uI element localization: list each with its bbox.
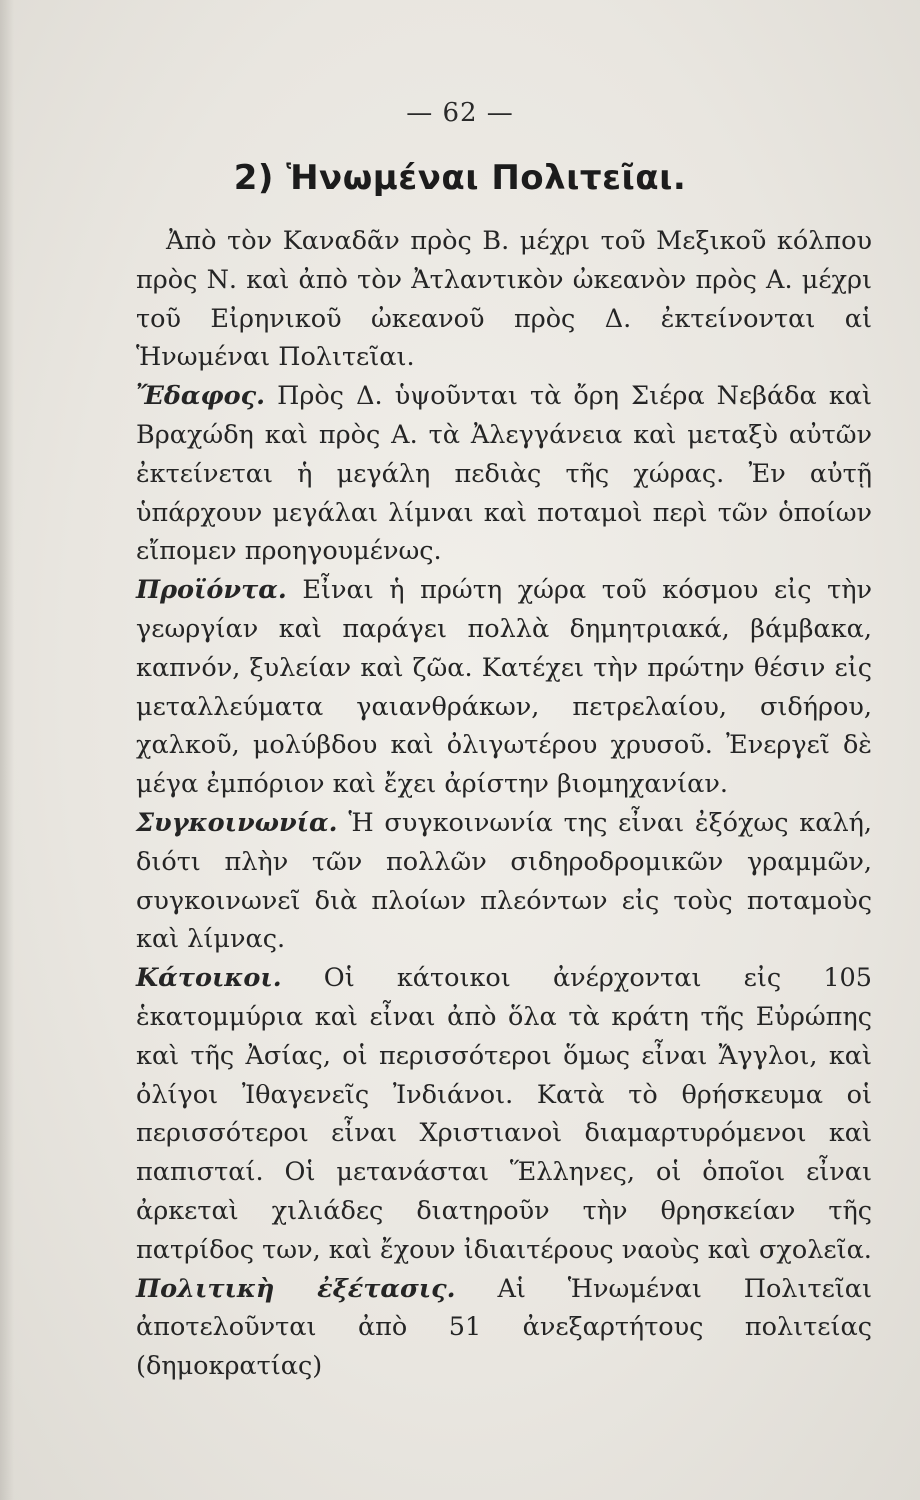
page-number: — 62 — — [406, 98, 514, 128]
page-edge-shadow — [0, 0, 14, 1500]
paragraph-lead: Κάτοικοι. — [136, 963, 282, 994]
paragraph-products: Προϊόντα. Εἶναι ἡ πρώτη χώρα τοῦ κόσμου εἰς τὴν γεωργίαν καὶ παράγει πολλὰ δημητριακά, βάμβακα, καπνόν, ξυλείαν καὶ ζῶα. Κατέχει τὴν πρώτην θέσιν εἰς μεταλλεύματα γαιανθράκων, πετρελαίου, σιδήρου, χαλκοῦ, μολύβδου καὶ ὀλιγωτέρου χρυσοῦ. Ἐνεργεῖ δὲ μέγα ἐμπόριον καὶ ἔχει ἀρίστην βιομηχανίαν. — [136, 575, 872, 800]
paragraph-communication: Συγκοινωνία. Ἡ συγκοινωνία της εἶναι ἐξόχως καλή, διότι πλὴν τῶν πολλῶν σιδηροδρομικῶν γραμμῶν, συγκοινωνεῖ διὰ πλοίων πλεόντων εἰς τοὺς ποταμοὺς καὶ λίμνας. — [136, 807, 872, 955]
paragraph-borders: Ἀπὸ τὸν Καναδᾶν πρὸς Β. μέχρι τοῦ Μεξικοῦ κόλπου πρὸς Ν. καὶ ἀπὸ τὸν Ἀτλαντικὸν ὠκεανὸν πρὸς Α. μέχρι τοῦ Εἰρηνικοῦ ὠκεανοῦ πρὸς Δ. ἐκτείνονται αἱ Ἡνωμέναι Πολιτεῖαι. — [136, 226, 872, 373]
paragraph-lead: Προϊόντα. — [136, 575, 287, 606]
body-text — [136, 222, 872, 1386]
paragraph-political: Πολιτικὴ ἐξέτασις. Αἱ Ἡνωμέναι Πολιτεῖαι ἀποτελοῦνται ἀπὸ 51 ἀνεξαρτήτους πολιτείας (δημοκρατίας) — [136, 1273, 872, 1382]
paragraph-terrain: Ἔδαφος. Πρὸς Δ. ὑψοῦνται τὰ ὄρη Σιέρα Νεβάδα καὶ Βραχώδη καὶ πρὸς Α. τὰ Ἀλεγγάνεια καὶ μεταξὺ αὐτῶν ἐκτείνεται ἡ μεγάλη πεδιὰς τῆς χώρας. Ἐν αὐτῇ ὑπάρχουν μεγάλαι λίμναι καὶ ποταμοὶ περὶ τῶν ὁποίων εἴπομεν προηγουμένως. — [136, 381, 872, 567]
paragraph-lead: Ἔδαφος. — [136, 381, 265, 412]
section-heading: 2) Ἡνωμέναι Πολιτεῖαι. — [233, 158, 687, 198]
paragraph-lead: Πολιτικὴ ἐξέτασις. — [136, 1273, 456, 1304]
paragraph-inhabitants: Κάτοικοι. Οἱ κάτοικοι ἀνέρχονται εἰς 105 ἑκατομμύρια καὶ εἶναι ἀπὸ ὅλα τὰ κράτη τῆς Εὐρώπης καὶ τῆς Ἀσίας, οἱ περισσότεροι ὅμως εἶναι Ἄγγλοι, καὶ ὀλίγοι Ἰθαγενεῖς Ἰνδιάνοι. Κατὰ τὸ θρήσκευμα οἱ περισσότεροι εἶναι Χριστιανοὶ διαμαρτυρόμενοι καὶ παπισταί. Οἱ μετανάσται Ἕλληνες, οἱ ὁποῖοι εἶναι ἀρκεταὶ χιλιάδες διατηροῦν τὴν θρησκείαν τῆς πατρίδος των, καὶ ἔχουν ἰδιαιτέρους ναοὺς καὶ σχολεῖα. — [136, 963, 872, 1265]
paragraph-lead: Συγκοινωνία. — [136, 807, 338, 838]
